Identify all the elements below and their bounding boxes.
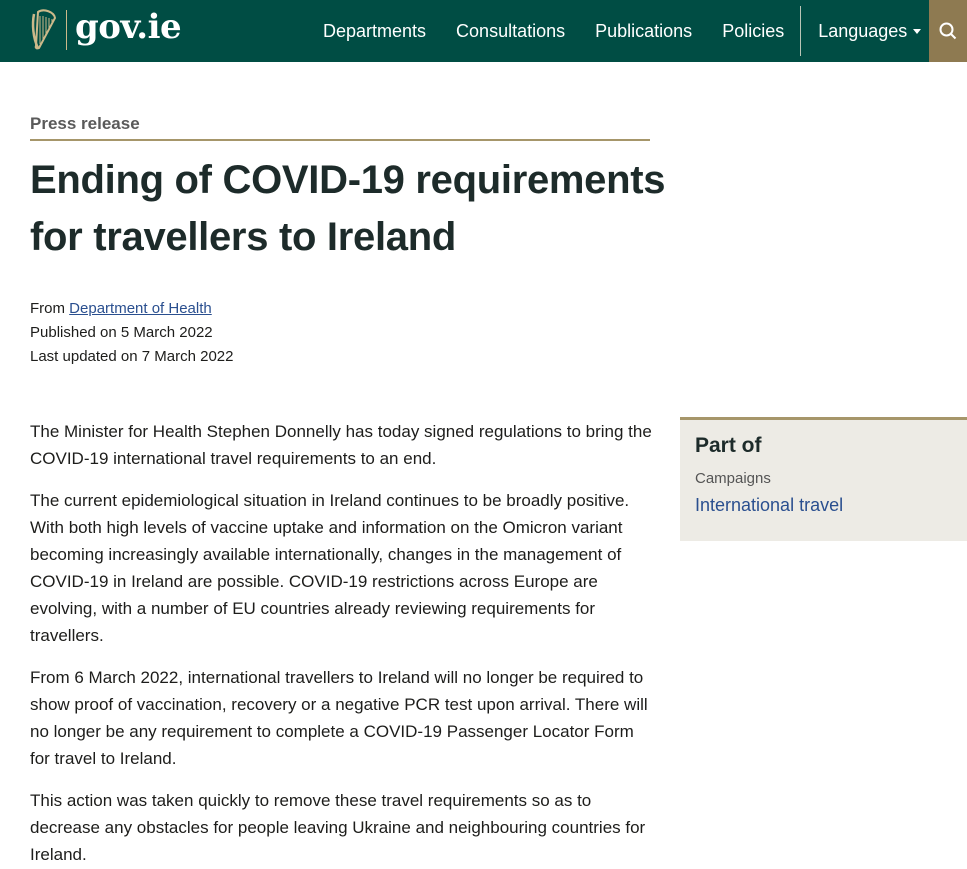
campaigns-label: Campaigns <box>695 470 771 487</box>
page-title-line-1: Ending of COVID-19 requirements <box>30 158 666 202</box>
nav-departments[interactable]: Departments <box>323 21 427 41</box>
languages-dropdown[interactable] <box>802 0 936 62</box>
content-type-label: Press release <box>30 114 650 141</box>
paragraph: This action was taken quickly to remove these travel requirements so as to decrease any obstacles for people leaving Ukraine and neighbouring countries for Ireland. <box>30 791 646 864</box>
part-of-panel <box>680 417 967 541</box>
paragraph: The current epidemiological situation in Ireland continues to be broadly positive. With both high levels of vaccine uptake and information on the Omicron variant becoming increasingly available internationally, changes in the management of COVID-19 in Ireland are possible. COVID-19 restrictions across Europe are evolving, with a number of EU countries already reviewing requirements for travellers. <box>30 491 630 645</box>
published-date: Published on 5 March 2022 <box>30 324 213 341</box>
publication-meta <box>30 297 233 369</box>
main-nav <box>308 0 936 62</box>
nav-policies[interactable]: Policies <box>722 21 785 41</box>
department-link[interactable]: Department of Health <box>69 300 212 317</box>
international-travel-link[interactable]: International travel <box>695 495 844 515</box>
paragraph: From 6 March 2022, international travellers to Ireland will no longer be required to show proof of vaccination, recovery or a negative PCR test upon arrival. There will no longer be any requirement to complete a COVID-19 Passenger Locator Form for travel to Ireland. <box>30 668 648 768</box>
logo-text: gov.ie <box>75 7 182 47</box>
nav-publications[interactable]: Publications <box>595 21 693 41</box>
article-body <box>30 418 655 869</box>
languages-label: Languages <box>818 21 908 41</box>
nav-divider <box>800 6 801 56</box>
harp-icon <box>30 8 58 52</box>
page-title <box>30 152 670 266</box>
from-line <box>30 297 233 321</box>
site-header <box>0 0 967 62</box>
search-button[interactable] <box>929 0 967 62</box>
govie-logo[interactable] <box>30 7 181 53</box>
nav-consultations[interactable]: Consultations <box>456 21 566 41</box>
from-label: From <box>30 300 65 317</box>
part-of-heading: Part of <box>695 434 762 457</box>
search-icon <box>939 22 957 40</box>
logo-divider <box>66 10 67 50</box>
page-title-line-2: for travellers to Ireland <box>30 215 456 259</box>
paragraph: The Minister for Health Stephen Donnelly has today signed regulations to bring the COVID-19 international travel requirements to an end. <box>30 422 652 468</box>
updated-date: Last updated on 7 March 2022 <box>30 348 234 365</box>
caret-down-icon <box>913 29 921 34</box>
